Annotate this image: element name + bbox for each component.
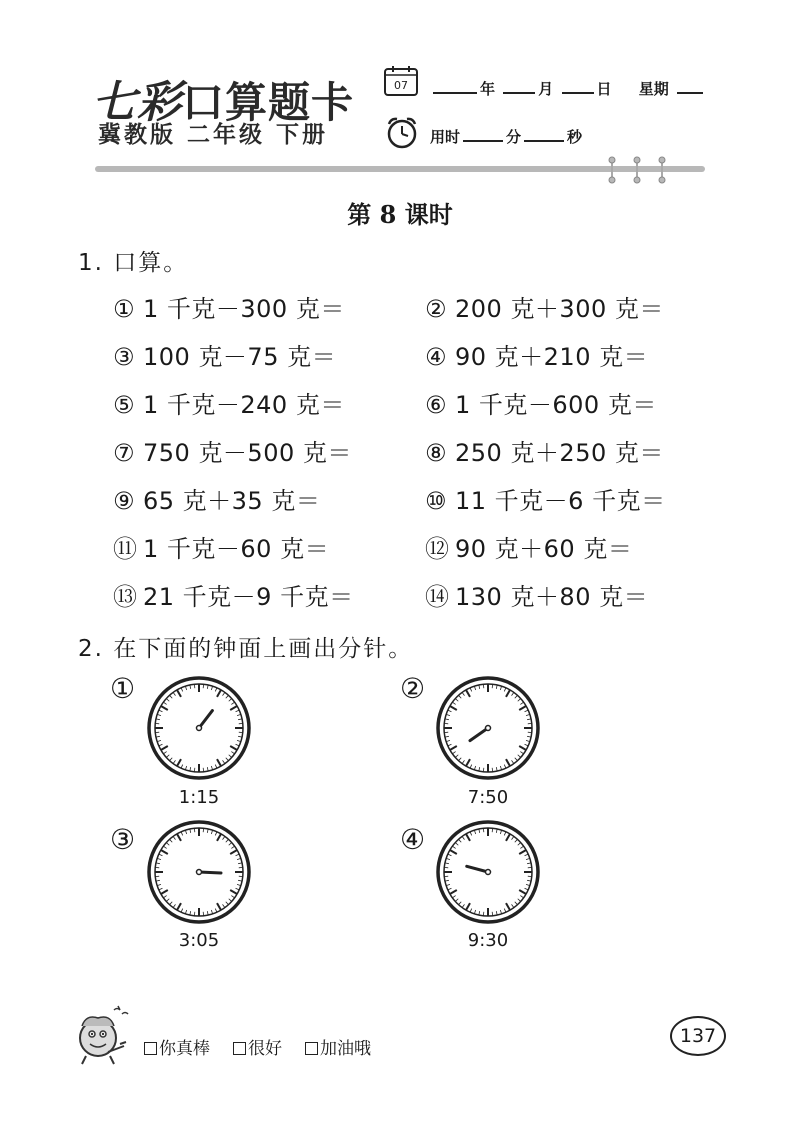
problem-number: ⑫ — [425, 535, 450, 563]
problem-text: 1 千克－240 克＝ — [143, 391, 345, 419]
calendar-icon — [384, 66, 418, 96]
problem-number: ⑨ — [113, 487, 136, 515]
problem-2 — [425, 289, 664, 324]
clock-face-2[interactable] — [436, 676, 540, 780]
seconds-label: 秒 — [567, 128, 583, 146]
problem-8 — [425, 433, 664, 468]
question-2-heading: 2. 在下面的钟面上画出分针。 — [78, 636, 414, 662]
problem-text: 1 千克－600 克＝ — [455, 391, 657, 419]
problem-12 — [425, 529, 632, 564]
clock-center-pin — [197, 870, 202, 875]
clock-4-time: 9:30 — [467, 930, 509, 951]
problem-number: ② — [425, 295, 448, 323]
clock-face-4[interactable] — [436, 820, 540, 924]
weekday-label: 星期 — [638, 80, 669, 98]
problem-number: ⑬ — [113, 583, 138, 611]
alarm-clock-icon — [384, 115, 420, 149]
year-blank[interactable] — [433, 78, 477, 94]
problem-number: ④ — [425, 343, 448, 371]
page-number: 137 — [670, 1016, 726, 1056]
weekday-blank[interactable] — [677, 78, 703, 94]
time-used-label: 用时 — [430, 128, 461, 146]
rating-label: 你真棒 — [159, 1039, 210, 1059]
problem-text: 130 克＋80 克＝ — [455, 583, 649, 611]
clock-face-1[interactable] — [147, 676, 251, 780]
problem-4 — [425, 337, 648, 372]
minutes-blank[interactable] — [463, 126, 503, 142]
rating-checkbox[interactable] — [233, 1042, 246, 1055]
year-label: 年 — [480, 80, 496, 98]
rating-checkbox[interactable] — [305, 1042, 318, 1055]
problem-text: 90 克＋210 克＝ — [455, 343, 649, 371]
lesson-title: 第 8 课时 — [347, 200, 453, 229]
calendar-day: 07 — [394, 79, 408, 92]
divider-dots-decoration — [604, 155, 674, 185]
problem-number: ⑧ — [425, 439, 448, 467]
edition-subtitle: 冀教版 二年级 下册 — [98, 122, 329, 148]
problem-11 — [113, 529, 329, 564]
problem-3 — [113, 337, 336, 372]
problem-text: 11 千克－6 千克＝ — [455, 487, 666, 515]
problem-number: ⑭ — [425, 583, 450, 611]
problem-text: 21 千克－9 千克＝ — [143, 583, 354, 611]
problem-number: ⑩ — [425, 487, 448, 515]
problem-number: ⑪ — [113, 535, 138, 563]
problem-14 — [425, 577, 648, 612]
time-fill-line — [430, 126, 582, 147]
problem-text: 750 克－500 克＝ — [143, 439, 352, 467]
problem-text: 200 克＋300 克＝ — [455, 295, 664, 323]
clock-center-pin — [197, 726, 202, 731]
problem-text: 100 克－75 克＝ — [143, 343, 337, 371]
brand-qi: 七彩 — [92, 77, 182, 128]
problem-13 — [113, 577, 354, 612]
problem-5 — [113, 385, 345, 420]
rating-keep-going[interactable] — [305, 1034, 371, 1059]
problem-text: 90 克＋60 克＝ — [455, 535, 633, 563]
clock-face-3[interactable] — [147, 820, 251, 924]
clock-center-pin — [486, 726, 491, 731]
rating-label: 很好 — [248, 1039, 282, 1059]
clock-center-pin — [486, 870, 491, 875]
clock-4-number: ④ — [400, 823, 426, 856]
clock-2-number: ② — [400, 672, 426, 705]
clock-1-number: ① — [110, 672, 136, 705]
problem-number: ① — [113, 295, 136, 323]
month-blank[interactable] — [503, 78, 535, 94]
month-label: 月 — [538, 80, 554, 98]
problem-6 — [425, 385, 657, 420]
problem-text: 1 千克－300 克＝ — [143, 295, 345, 323]
problem-text: 65 克＋35 克＝ — [143, 487, 321, 515]
problem-10 — [425, 481, 666, 516]
clock-2-time: 7:50 — [467, 787, 509, 808]
problem-number: ⑦ — [113, 439, 136, 467]
problem-text: 1 千克－60 克＝ — [143, 535, 330, 563]
date-fill-line — [430, 78, 706, 99]
question-1-heading: 1. 口算。 — [78, 250, 189, 276]
clock-1-time: 1:15 — [178, 787, 220, 808]
brand-rest: 口算题卡 — [182, 78, 355, 127]
clock-hour-hand — [199, 872, 221, 873]
mascot-icon — [68, 1002, 134, 1068]
problem-number: ③ — [113, 343, 136, 371]
day-blank[interactable] — [562, 78, 594, 94]
rating-awesome[interactable] — [144, 1034, 210, 1059]
minutes-label: 分 — [506, 128, 522, 146]
rating-label: 加油哦 — [320, 1039, 371, 1059]
rating-good[interactable] — [233, 1034, 282, 1059]
problem-number: ⑤ — [113, 391, 136, 419]
problem-number: ⑥ — [425, 391, 448, 419]
day-label: 日 — [596, 80, 612, 98]
problem-1 — [113, 289, 345, 324]
problem-7 — [113, 433, 352, 468]
problem-9 — [113, 481, 320, 516]
seconds-blank[interactable] — [524, 126, 564, 142]
clock-3-number: ③ — [110, 823, 136, 856]
problem-text: 250 克＋250 克＝ — [455, 439, 664, 467]
rating-checkbox[interactable] — [144, 1042, 157, 1055]
clock-3-time: 3:05 — [178, 930, 220, 951]
